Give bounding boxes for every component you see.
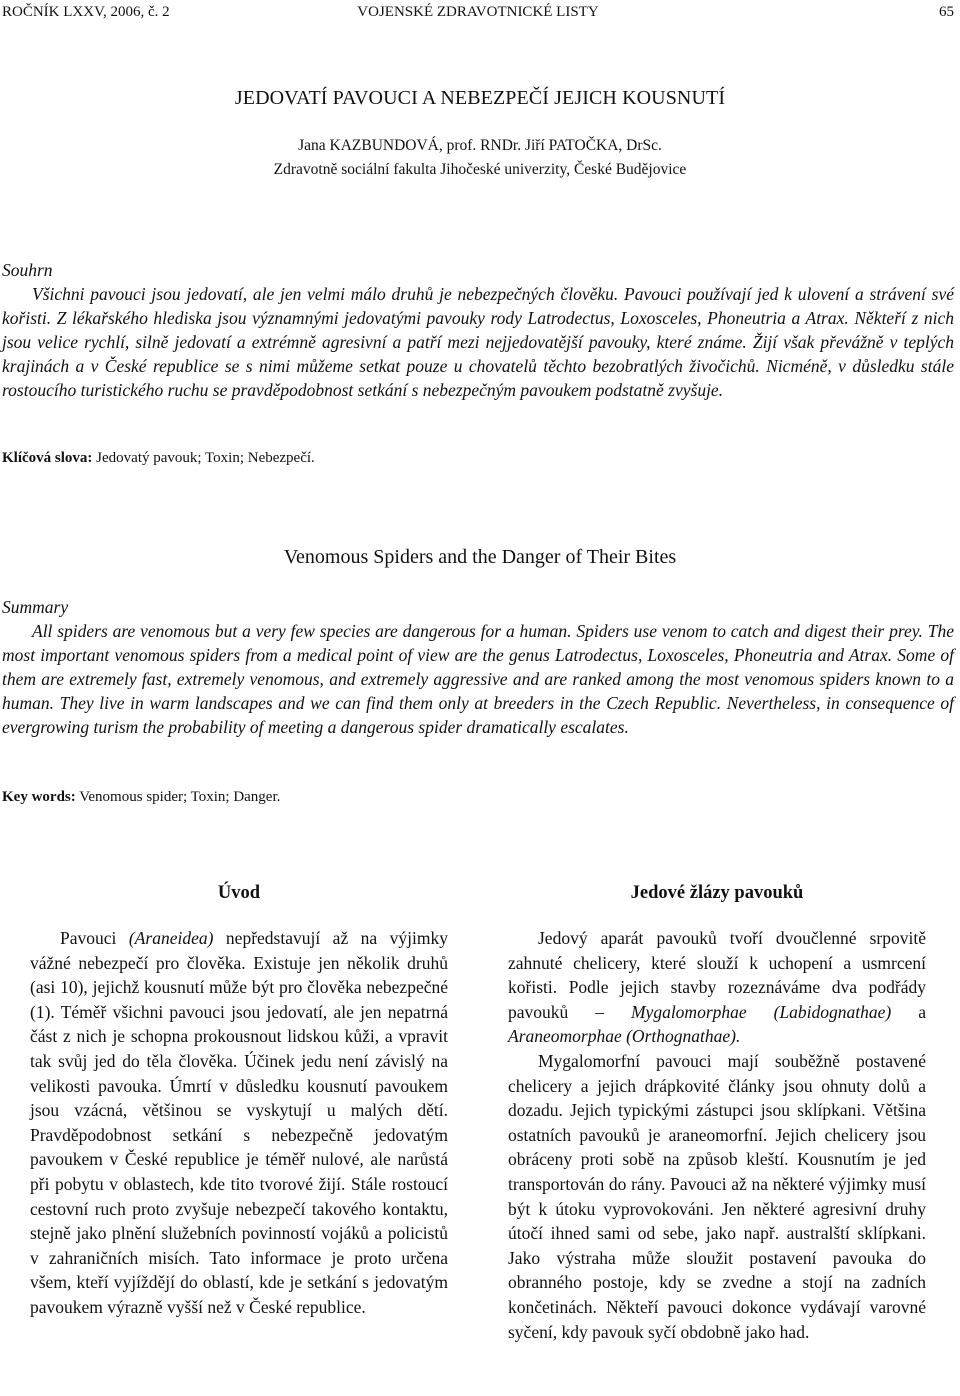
keywords-value: Jedovatý pavouk; Toxin; Nebezpečí. (96, 450, 315, 466)
souhrn-heading: Souhrn (2, 260, 53, 280)
article-authors: Jana KAZBUNDOVÁ, prof. RNDr. Jiří PATOČKA, DrSc. (298, 137, 662, 154)
glands-text-c: a (918, 1001, 926, 1022)
page-number: 65 (939, 4, 954, 20)
uvod-heading: Úvod (217, 883, 261, 903)
uvod-text-b: (Araneidea) (128, 928, 214, 948)
uvod-text-a: Pavouci (60, 928, 117, 948)
glands-paragraph-2: Mygalomorfní pavouci mají souběžně postavené chelicery a jejich drápkovité články jsou ohnuty dolů a dozadu. Jejich typickými zástupci jsou sklípkani. Většina ostatních pavouků je araneomorfní. Jejich chelicery jsou obráceny proti sobě na způsob kleští. Kousnutím je jed transportován do rány. Pavouci až na některé výjimky musí být k útoku vyprovokováni. Jen některé agresivní druhy útočí ihned sami od sebe, jako např. australští sklípkani. Jako výstraha může sloužit postavení pavouka do obranného postoje, kdy se zvedne a stojí na zadních končetinách. Někteří pavouci dokonce vydávají varovné syčení, kdy pavouk syčí obdobně jako had. (508, 1050, 926, 1342)
uvod-text-c: nepředstavují až na výjimky vážné nebezpečí pro člověka. Existuje jen několik druhů (asi 10), jejichž kousnutí může být pro člověka nebezpečné (1). Téměř všichni pavouci jsou jedovatí, ale jen nepatrná část z nich je schopna prokousnout lidskou kůži, a vpravit tak svůj jed do těla člověka. Účinek jedu není závislý na velikosti pavouka. Úmrtí v důsledku kousnutí pavoukem jsou vzácná, většinou se vyskytují u malých dětí. Pravděpodobnost setkání s nebezpečně jedovatým pavoukem v České republice je téměř nulové, ale narůstá při pobytu v oblastech, kde tito tvorové žijí. Stále rostoucí cestovní ruch proto zvyšuje nebezpečí takového kontaktu, stejně jako plnění služebních povinností vojáků a policistů v zahraničních misích. Tato informace je proto určena všem, kteří vyjíždějí do oblastí, kde je setkání s jedovatým pavoukem výrazně vyšší než v České republice. (30, 928, 449, 1317)
column-glands (508, 883, 926, 1344)
uvod-paragraph (30, 926, 448, 1320)
glands-paragraph-1 (508, 926, 926, 1049)
english-title: Venomous Spiders and the Danger of Their Bites (283, 546, 677, 568)
english-keywords (2, 789, 280, 806)
keywords-label: Klíčová slova: (2, 450, 93, 466)
journal-volume: ROČNÍK LXXV, 2006, č. 2 (2, 4, 170, 20)
keywords-label: Key words: (2, 789, 76, 805)
glands-text-d: Araneomorphae (Orthognathae). (508, 1026, 741, 1047)
glands-heading: Jedové žlázy pavouků (630, 883, 804, 903)
summary-heading: Summary (2, 597, 69, 617)
glands-text-a: Jedový aparát pavouků tvoří dvoučlenné srpovitě zahnuté chelicery, které slouží k uchopení a usmrcení kořisti. Podle jejich stavby rozeznáváme dva podřády pavouků – (508, 928, 926, 1022)
souhrn-text: Všichni pavouci jsou jedovatí, ale jen velmi málo druhů je nebezpečných člověku. Pavouci používají jed k ulovení a strávení své kořisti. Z lékařského hlediska jsou významnými jedovatými pavouky rody Latrodectus, Loxosceles, Phoneutria a Atrax. Někteří z nich jsou velice rychlí, silně jedovatí a extrémně agresivní a patří mezi nejjedovatější pavouky, které známe. Žijí však převážně v teplých krajinách a v České republice se s nimi můžeme setkat pouze u chovatelů těchto bezobratlých živočichů. Nicméně, v důsledku stále rostoucího turistického ruchu se pravděpodobnost setkání s nebezpečným pavoukem podstatně zvyšuje. (2, 284, 954, 400)
running-header (2, 4, 954, 24)
summary-text: All spiders are venomous but a very few species are dangerous for a human. Spiders use venom to catch and digest their prey. The most important venomous spiders from a medical point of view are the genus Latrodectus, Loxosceles, Phoneutria and Atrax. Some of them are extremely fast, extremely venomous, and extremely aggressive and are ranked among the most venomous spiders known to a human. They live in warm landscapes and we can find them only at breeders in the Czech Republic. Nevertheless, in consequence of evergrowing turism the probability of meeting a dangerous spider dramatically escalates. (2, 621, 954, 737)
article-title: JEDOVATÍ PAVOUCI A NEBEZPEČÍ JEJICH KOUSNUTÍ (234, 87, 726, 109)
glands-text-b: Mygalomorphae (Labidognathae) (630, 1001, 892, 1022)
article-affiliation: Zdravotně sociální fakulta Jihočeské univerzity, České Budějovice (273, 161, 687, 178)
english-abstract (2, 595, 954, 739)
keywords-value: Venomous spider; Toxin; Danger. (79, 789, 281, 805)
journal-name: VOJENSKÉ ZDRAVOTNICKÉ LISTY (357, 4, 599, 20)
czech-keywords (2, 450, 315, 467)
czech-abstract (2, 258, 954, 402)
column-uvod (30, 883, 448, 1320)
